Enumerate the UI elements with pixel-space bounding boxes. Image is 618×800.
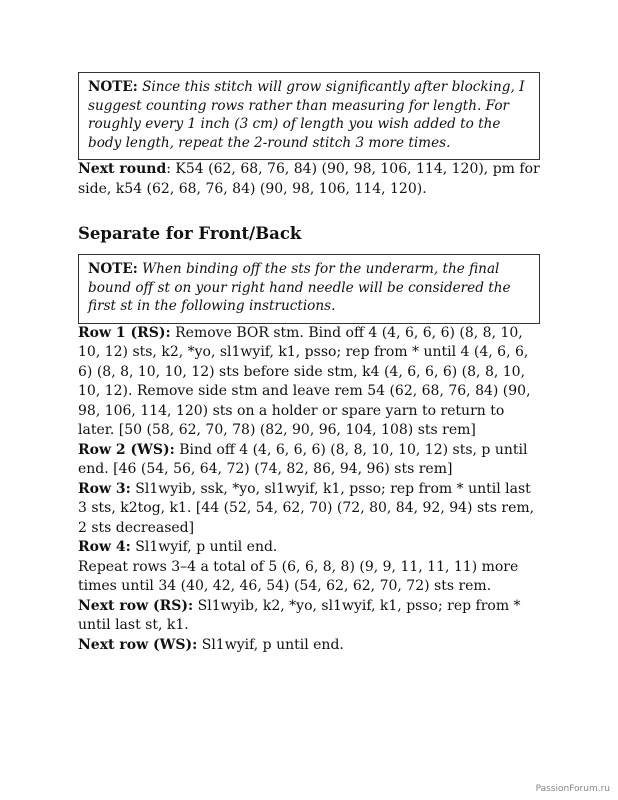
note-label: NOTE: (88, 79, 138, 95)
row-text: Sl1wyib, ssk, *yo, sl1wyif, k1, psso; rep from * until last 3 sts, k2tog, k1. [44 (52, 54, 62, 70) (72, 80, 84, 92, 94) sts rem, 2 sts decreased] (78, 480, 535, 536)
next-row-ws-paragraph (78, 636, 540, 656)
note-label: NOTE: (88, 261, 138, 277)
page-content (78, 72, 540, 655)
row-text: Remove BOR stm. Bind off 4 (4, 6, 6, 6) (8, 8, 10, 10, 12) sts, k2, *yo, sl1wyif, k1, psso; rep from * until 4 (4, 6, 6, 6) (8, 8, 10, 10, 12) sts before side stm, k4 (4, 6, 6, 6) (8, 8, 10, 10, 12). Remove side stm and leave rem 54 (62, 68, 76, 84) (90, 98, 106, 114, 120) sts on a holder or spare yarn to return to later. [50 (58, 62, 70, 78) (82, 90, 96, 104, 108) sts rem] (78, 324, 531, 438)
row-label: Row 4: (78, 539, 131, 555)
note-text: When binding off the sts for the underarm, the final bound off st on your right hand needle will be considered the first st in the following instructions. (88, 261, 511, 314)
next-round-text: : K54 (62, 68, 76, 84) (90, 98, 106, 114, 120), pm for side, k54 (62, 68, 76, 84) (90, 98, 106, 114, 120). (78, 161, 540, 197)
row-text: Sl1wyif, p until end. (201, 636, 344, 653)
row-label: Row 3: (78, 480, 131, 497)
row-label: Next row (WS): (78, 636, 198, 653)
repeat-text: Repeat rows 3–4 a total of 5 (6, 6, 8, 8) (9, 9, 11, 11, 11) more times until 34 (40, 42, 46, 54) (54, 62, 62, 70, 72) sts rem. (78, 558, 519, 594)
row-2-paragraph (78, 441, 540, 480)
note-box-blocking (78, 72, 540, 160)
next-round-label: Next round (78, 161, 167, 177)
repeat-paragraph (78, 558, 540, 597)
note-text: Since this stitch will grow significantly after blocking, I suggest counting rows rather than measuring for length. For roughly every 1 inch (3 cm) of length you wish added to the body length, repeat the 2-round stitch 3 more times. (88, 79, 525, 151)
next-round-paragraph (78, 160, 540, 199)
row-label: Row 2 (WS): (78, 441, 175, 458)
row-text: Sl1wyif, p until end. (135, 539, 278, 555)
next-row-rs-paragraph (78, 597, 540, 636)
row-label: Row 1 (RS): (78, 324, 171, 341)
row-4-paragraph (78, 538, 540, 558)
row-3-paragraph (78, 480, 540, 539)
watermark: PassionForum.ru (535, 784, 610, 794)
row-label: Next row (RS): (78, 597, 194, 614)
row-text: Bind off 4 (4, 6, 6, 6) (8, 8, 10, 10, 12) sts, p until end. [46 (54, 56, 64, 72) (74, 82, 86, 94, 96) sts rem] (78, 441, 528, 477)
row-text: Sl1wyib, k2, *yo, sl1wyif, k1, psso; rep from * until last st, k1. (78, 597, 521, 633)
row-1-paragraph (78, 324, 540, 441)
note-box-underarm (78, 254, 540, 324)
section-heading: Separate for Front/Back (78, 224, 302, 243)
